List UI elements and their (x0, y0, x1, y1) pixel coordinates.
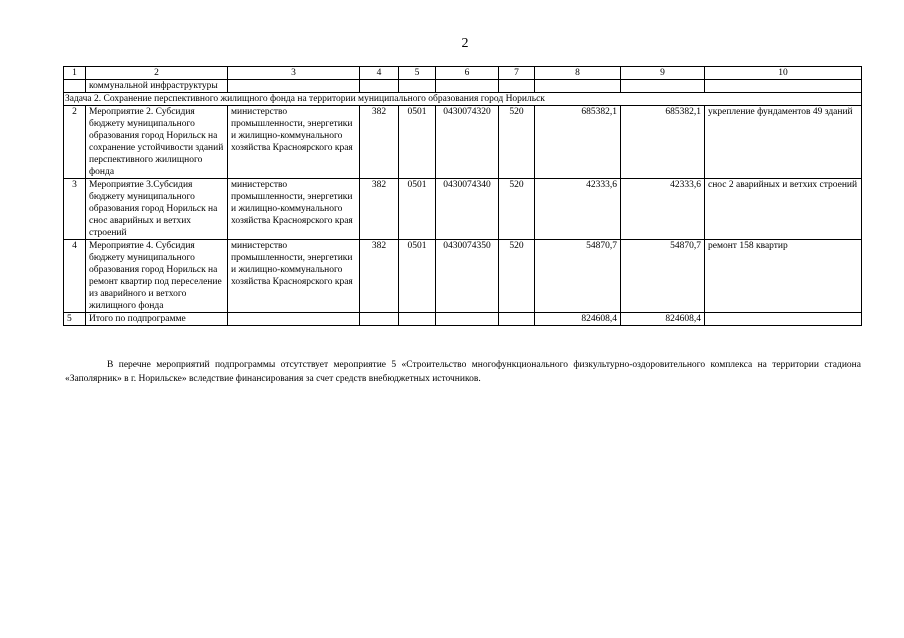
column-header: 10 (705, 67, 862, 80)
column-header: 8 (535, 67, 621, 80)
row-number: 4 (64, 240, 86, 313)
event-name: Мероприятие 3.Субсидия бюджету муниципального образования город Норильск на снос аварийных и ветхих строений (86, 179, 228, 240)
total-row (64, 313, 862, 326)
table-row (64, 240, 862, 313)
total-amount-total: 824608,4 (621, 313, 705, 326)
column-header: 9 (621, 67, 705, 80)
column-number-header-row (64, 67, 862, 80)
expected-result: ремонт 158 квартир (705, 240, 862, 313)
note-paragraph (65, 358, 861, 386)
cell-section: 0501 (399, 179, 436, 240)
cell-grbs: 382 (360, 106, 399, 179)
cell-amount-year: 685382,1 (535, 106, 621, 179)
row-number: 5 (64, 313, 86, 326)
cell-amount-total: 42333,6 (621, 179, 705, 240)
cell-amount-total: 54870,7 (621, 240, 705, 313)
task-row (64, 93, 862, 106)
column-header: 1 (64, 67, 86, 80)
row-number: 3 (64, 179, 86, 240)
total-amount-year: 824608,4 (535, 313, 621, 326)
executor-name: министерство промышленности, энергетики и жилищно-коммунального хозяйства Красноярского края (228, 240, 360, 313)
column-header: 7 (499, 67, 535, 80)
row-number: 2 (64, 106, 86, 179)
expected-result: укрепление фундаментов 49 зданий (705, 106, 862, 179)
column-header: 3 (228, 67, 360, 80)
cell-section: 0501 (399, 240, 436, 313)
column-header: 4 (360, 67, 399, 80)
executor-name: министерство промышленности, энергетики и жилищно-коммунального хозяйства Красноярского края (228, 106, 360, 179)
cell-expense-type: 520 (499, 179, 535, 240)
cell-amount-year: 54870,7 (535, 240, 621, 313)
cell-amount-year: 42333,6 (535, 179, 621, 240)
column-header: 6 (436, 67, 499, 80)
event-name: Мероприятие 2. Субсидия бюджету муниципального образования город Норильск на сохранение устойчивости зданий перспективного жилищного фонда (86, 106, 228, 179)
column-header: 2 (86, 67, 228, 80)
cell-grbs: 382 (360, 240, 399, 313)
cell-expense-type: 520 (499, 240, 535, 313)
table-row (64, 179, 862, 240)
cell-target-code: 0430074350 (436, 240, 499, 313)
cell-grbs: 382 (360, 179, 399, 240)
task-title: Задача 2. Сохранение перспективного жилищного фонда на территории муниципального образования город Норильск (64, 93, 862, 106)
cell-target-code: 0430074340 (436, 179, 499, 240)
table-row (64, 106, 862, 179)
cell-section: 0501 (399, 106, 436, 179)
total-label: Итого по подпрограмме (86, 313, 228, 326)
executor-name: министерство промышленности, энергетики и жилищно-коммунального хозяйства Красноярского края (228, 179, 360, 240)
page-number: 2 (461, 36, 469, 51)
cell-target-code: 0430074320 (436, 106, 499, 179)
column-header: 5 (399, 67, 436, 80)
cell-amount-total: 685382,1 (621, 106, 705, 179)
program-events-table (63, 66, 862, 326)
cell-expense-type: 520 (499, 106, 535, 179)
continuation-row (64, 80, 862, 93)
note-text: В перечне мероприятий подпрограммы отсутствует мероприятие 5 «Строительство многофункционального физкультурно-оздоровительного комплекса на территории стадиона «Заполярник» в г. Норильске» вследствие финансирования за счет средств внебюджетных источников. (65, 360, 861, 384)
expected-result: снос 2 аварийных и ветхих строений (705, 179, 862, 240)
continuation-text: коммунальной инфраструктуры (86, 80, 228, 93)
event-name: Мероприятие 4. Субсидия бюджету муниципального образования город Норильск на ремонт квартир под переселение из аварийного и ветхого жилищного фонда (86, 240, 228, 313)
